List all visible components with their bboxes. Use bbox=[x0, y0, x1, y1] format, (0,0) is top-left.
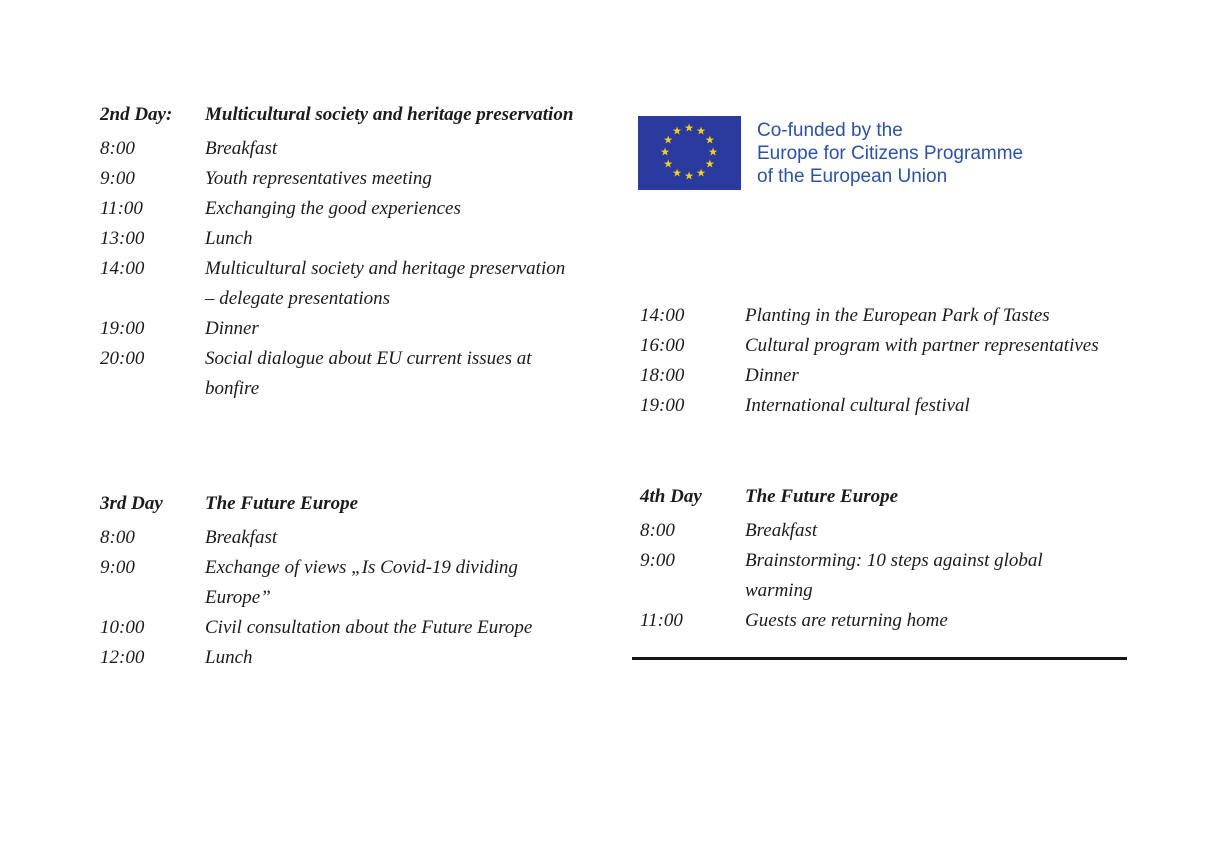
schedule-row bbox=[640, 331, 1106, 361]
time-label: 19:00 bbox=[100, 318, 145, 339]
day-label: 4th Day bbox=[640, 486, 702, 507]
schedule-row bbox=[100, 254, 580, 314]
schedule-row bbox=[100, 553, 580, 613]
eu-star-icon: ★ bbox=[660, 146, 670, 159]
eu-star-icon: ★ bbox=[672, 125, 682, 138]
schedule-section-day2 bbox=[100, 100, 580, 404]
time-label: 18:00 bbox=[640, 365, 685, 386]
eu-star-icon: ★ bbox=[696, 167, 706, 180]
eu-star-icon: ★ bbox=[696, 125, 706, 138]
time-label: 19:00 bbox=[640, 395, 685, 416]
activity-text: Planting in the European Park of Tastes bbox=[745, 305, 1050, 326]
eu-star-icon: ★ bbox=[704, 158, 715, 171]
time-label: 13:00 bbox=[100, 228, 145, 249]
schedule-continuation bbox=[640, 301, 1106, 421]
schedule-row bbox=[100, 643, 580, 673]
time-label: 8:00 bbox=[100, 527, 135, 548]
time-label: 8:00 bbox=[640, 520, 675, 541]
schedule-row bbox=[100, 613, 580, 643]
schedule-row bbox=[640, 546, 1106, 606]
time-label: 20:00 bbox=[100, 348, 145, 369]
activity-text: Lunch bbox=[205, 647, 253, 668]
cofunded-line-2: Europe for Citizens Programme bbox=[757, 143, 1024, 164]
eu-flag-icon bbox=[638, 116, 741, 190]
schedule-row bbox=[100, 224, 580, 254]
schedule-row bbox=[640, 301, 1106, 331]
activity-text: Guests are returning home bbox=[745, 610, 948, 631]
time-label: 14:00 bbox=[100, 258, 145, 279]
eu-star-icon: ★ bbox=[684, 122, 694, 135]
schedule-section-day3 bbox=[100, 489, 580, 673]
schedule-row bbox=[640, 361, 1106, 391]
activity-text: International cultural festival bbox=[745, 395, 970, 416]
time-label: 11:00 bbox=[640, 610, 683, 631]
eu-star-icon: ★ bbox=[663, 158, 674, 171]
activity-text: Youth representatives meeting bbox=[205, 168, 432, 189]
schedule-row bbox=[100, 194, 580, 224]
schedule-row bbox=[640, 391, 1106, 421]
day-heading bbox=[640, 482, 1106, 512]
activity-text: Social dialogue about EU current issues at bonfire bbox=[205, 348, 532, 399]
day-heading bbox=[100, 100, 580, 130]
time-label: 9:00 bbox=[100, 557, 135, 578]
schedule-row bbox=[100, 134, 580, 164]
schedule-row bbox=[100, 523, 580, 553]
eu-star-icon: ★ bbox=[684, 170, 694, 183]
eu-star-icon: ★ bbox=[663, 134, 674, 147]
cofunded-text bbox=[757, 116, 1023, 190]
time-label: 10:00 bbox=[100, 617, 145, 638]
schedule-row bbox=[100, 344, 580, 404]
day-title: The Future Europe bbox=[745, 486, 899, 507]
activity-text: Dinner bbox=[205, 318, 259, 339]
time-label: 16:00 bbox=[640, 335, 685, 356]
divider-line bbox=[632, 657, 1127, 660]
activity-text: Breakfast bbox=[205, 527, 278, 548]
eu-cofunded-logo bbox=[638, 116, 1023, 190]
activity-text: Lunch bbox=[205, 228, 253, 249]
schedule-row bbox=[640, 606, 1106, 636]
cofunded-line-1: Co-funded by the bbox=[757, 120, 903, 141]
activity-text: Cultural program with partner representatives bbox=[745, 335, 1099, 356]
activity-text: Exchange of views „Is Covid-19 dividing Europe” bbox=[205, 557, 518, 608]
activity-text: Civil consultation about the Future Europe bbox=[205, 617, 533, 638]
eu-star-icon: ★ bbox=[672, 167, 682, 180]
schedule-row bbox=[100, 164, 580, 194]
day-label: 3rd Day bbox=[100, 493, 163, 514]
time-label: 12:00 bbox=[100, 647, 145, 668]
activity-text: Brainstorming: 10 steps against global warming bbox=[745, 550, 1043, 601]
day-title: Multicultural society and heritage preservation bbox=[205, 104, 574, 125]
eu-star-icon: ★ bbox=[704, 134, 715, 147]
day-title: The Future Europe bbox=[205, 493, 359, 514]
eu-star-icon: ★ bbox=[708, 146, 718, 159]
schedule-section-day4 bbox=[640, 482, 1106, 636]
activity-text: Breakfast bbox=[745, 520, 818, 541]
activity-text: Exchanging the good experiences bbox=[205, 198, 461, 219]
time-label: 9:00 bbox=[640, 550, 675, 571]
activity-text: Dinner bbox=[745, 365, 799, 386]
activity-text: Multicultural society and heritage preservation – delegate presentations bbox=[205, 258, 566, 309]
day-label: 2nd Day: bbox=[100, 104, 173, 125]
time-label: 14:00 bbox=[640, 305, 685, 326]
time-label: 9:00 bbox=[100, 168, 135, 189]
schedule-row bbox=[640, 516, 1106, 546]
activity-text: Breakfast bbox=[205, 138, 278, 159]
time-label: 8:00 bbox=[100, 138, 135, 159]
cofunded-line-3: of the European Union bbox=[757, 166, 948, 187]
day-heading bbox=[100, 489, 580, 519]
schedule-row bbox=[100, 314, 580, 344]
time-label: 11:00 bbox=[100, 198, 143, 219]
